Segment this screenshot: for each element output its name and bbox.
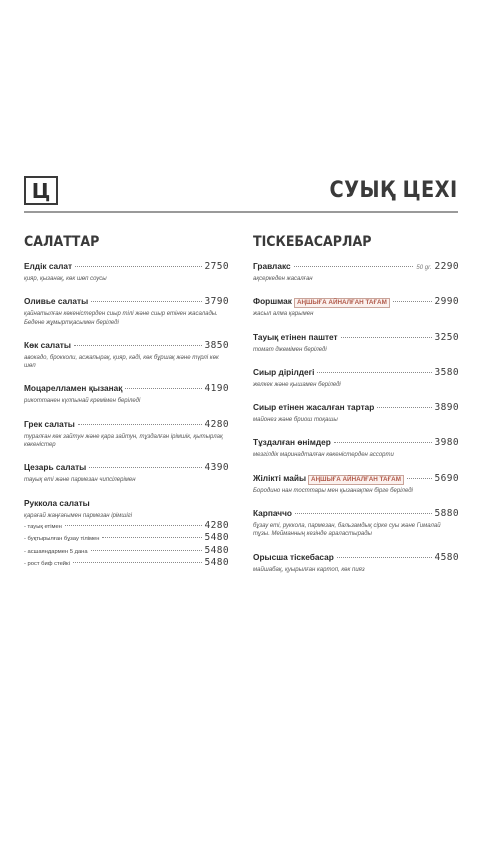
item-name: Форшмак: [253, 296, 292, 307]
item-description: ақсеркеден жасалған: [253, 276, 313, 282]
item-name: Жілікті майы: [253, 472, 307, 483]
item-description: мезгілдік маринадталған көкеністерден ассорти: [253, 452, 394, 459]
salad-list: [24, 261, 229, 485]
item-name: Моцарелламен қызанақ: [24, 383, 123, 394]
item-price: 5880: [434, 508, 459, 520]
item-name: Сиыр дірілдегі: [253, 366, 315, 377]
item-price: 3790: [204, 296, 229, 308]
item-price: 2750: [204, 261, 229, 272]
item-description: туралған көк зайтун және қара зайтун, тұздалған ірімшік, қытырлақ көкеністер: [24, 433, 223, 449]
leader-dots: [294, 266, 414, 267]
item-name: Сиыр етінен жасалған тартар: [253, 402, 375, 413]
logo-letter: Ц: [31, 178, 51, 203]
option-row: [24, 557, 229, 569]
item-name: Гравлакс: [253, 261, 291, 271]
item-name: Тұздалған өнімдер: [253, 437, 331, 448]
appetizers-column: [253, 234, 459, 587]
item-price: 3890: [434, 402, 459, 414]
leader-dots: [337, 557, 432, 558]
item-price: 4580: [434, 551, 459, 563]
item-price: 3980: [434, 437, 459, 449]
item-description: рикоттанен күлпынай кремімен беріледі: [24, 398, 141, 405]
leader-dots: [91, 301, 201, 302]
item-description: тауық еті және пармезан чипсілерімен: [24, 477, 136, 484]
appetizer-list: [253, 261, 459, 574]
title-divider: [24, 211, 458, 213]
item-name: Цезарь салаты: [24, 462, 87, 473]
menu-item: [253, 296, 459, 318]
hunter-dish-badge: АҢШЫҒА АЙНАЛҒАН ТАҒАМ: [294, 298, 390, 308]
salads-column: [24, 234, 229, 582]
item-price: 5690: [434, 472, 459, 484]
item-description: қайнатылған көкеністерден сиыр тілі және сиыр етінен жасалады. Бедене жұмыртқасымен беріледі: [24, 311, 218, 326]
option-label: - тауық етімен: [24, 523, 62, 530]
option-price: 4280: [204, 519, 229, 531]
logo: [24, 176, 58, 205]
item-price: 2290: [434, 261, 459, 272]
leader-dots: [78, 424, 202, 425]
item-description: желкек және қышамен беріледі: [253, 381, 341, 388]
menu-item: [24, 261, 229, 283]
item-quantity: 50 gr.: [416, 265, 432, 271]
leader-dots: [74, 345, 202, 346]
item-description: томат джемімен беріледі: [253, 346, 327, 353]
menu-item: [253, 402, 459, 424]
page-title: СУЫҚ ЦЕХІ: [329, 178, 458, 203]
leader-dots: [125, 388, 201, 389]
menu-item: [24, 340, 229, 371]
option-price: 5480: [204, 532, 229, 544]
leader-dots: [89, 467, 201, 468]
item-price: 2990: [434, 296, 459, 308]
menu-item: [253, 437, 459, 459]
item-name: Карпаччо: [253, 508, 292, 519]
item-name: Руккола салаты: [24, 497, 90, 508]
item-price: 3580: [434, 366, 459, 378]
leader-dots: [393, 301, 432, 302]
leader-dots: [317, 372, 431, 373]
rucola-options: [24, 520, 229, 569]
menu-item-rucola: [24, 498, 229, 569]
item-price: 3850: [204, 339, 229, 351]
item-name: Орысша тіскебасар: [253, 551, 334, 562]
section-title-appetizers: ТІСКЕБАСАРЛАР: [253, 234, 372, 250]
option-price: 5480: [204, 556, 229, 568]
menu-item: [253, 508, 459, 539]
leader-dots: [407, 478, 432, 479]
hunter-dish-badge: АҢШЫҒА АЙНАЛҒАН ТАҒАМ: [308, 475, 404, 485]
leader-dots: [65, 525, 202, 526]
item-price: 4390: [204, 462, 229, 474]
option-label: - рост биф стейкі: [24, 560, 70, 567]
leader-dots: [73, 562, 202, 563]
item-description: қияр, қызанақ, көк шөп соусы: [24, 276, 107, 282]
item-description: авокадо, брокколи, асжапырақ, қияр, кәді, көк бұршақ және түрлі көк шөп: [24, 354, 219, 370]
item-price: 4190: [204, 383, 229, 395]
leader-dots: [102, 537, 201, 538]
item-price: 3250: [434, 331, 459, 343]
option-row: [24, 545, 229, 557]
menu-item: [253, 552, 459, 574]
menu-item: [253, 473, 459, 495]
option-price: 5480: [204, 544, 229, 556]
leader-dots: [377, 407, 431, 408]
section-title-salads: САЛАТТАР: [24, 234, 100, 250]
menu-item: [253, 367, 459, 389]
item-name: Тауық етінен паштет: [253, 331, 338, 342]
option-label: - асшаяндармен 5 дана: [24, 548, 88, 555]
item-description: майонез және бриош тоқашы: [253, 417, 338, 424]
item-description: Бородино нан тосттары мен қызанақпен бірге беріледі: [253, 487, 413, 494]
leader-dots: [295, 513, 432, 514]
item-description: бұзау еті, руккола, пармезан, бальзамдық сірке суы және Гималай тұзы. Мейманның кезінде араластырады: [253, 523, 441, 538]
leader-dots: [341, 337, 432, 338]
item-description: жасыл алма қарымен: [253, 311, 314, 318]
menu-item: [24, 383, 229, 405]
menu-item: [24, 462, 229, 484]
option-label: - буқтырылған бұзау тілімен: [24, 536, 100, 543]
leader-dots: [91, 550, 202, 551]
item-name: Грек салаты: [24, 418, 75, 429]
item-description: қарағай жаңғағымен пармезан ірімшігі: [24, 512, 132, 519]
item-name: Көк салаты: [24, 339, 71, 350]
item-name: Оливье салаты: [24, 296, 89, 307]
item-name: Елдік салат: [24, 261, 73, 271]
item-price: 4280: [204, 418, 229, 430]
menu-item: [253, 261, 459, 283]
option-row: [24, 520, 229, 532]
menu-item: [253, 332, 459, 354]
leader-dots: [334, 442, 432, 443]
menu-item: [24, 296, 229, 327]
menu-item: [24, 419, 229, 450]
leader-dots: [75, 266, 201, 267]
option-row: [24, 532, 229, 544]
item-description: майшабақ, қуырылған картоп, көк пияз: [253, 566, 365, 573]
